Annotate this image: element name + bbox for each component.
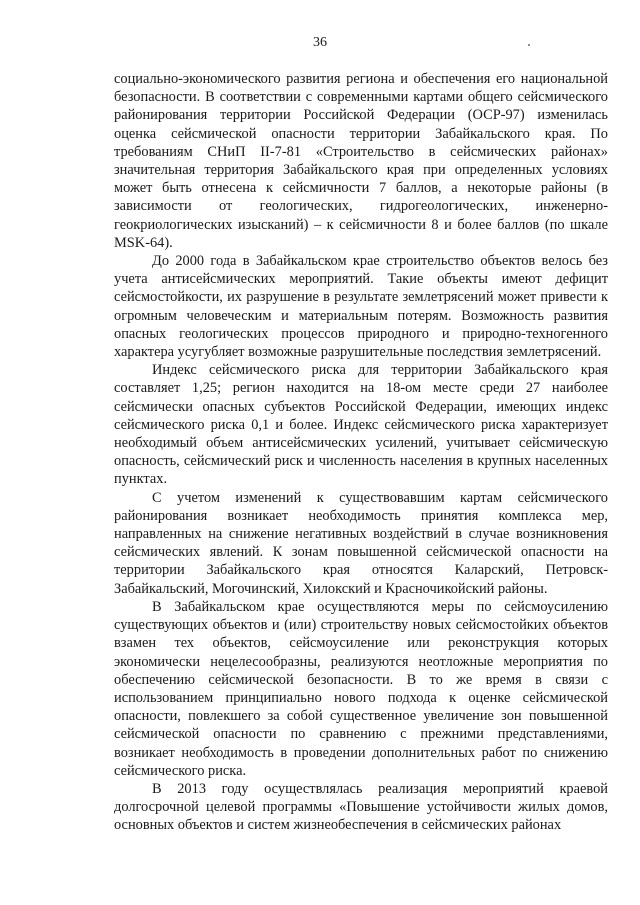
paragraph-program-2013: В 2013 году осуществлялась реализация мероприятий краевой долгосрочной целевой программы «Повышение устойчивости жилых домов, основных объектов и систем жизнеобеспечения в сейсмических районах bbox=[114, 780, 608, 834]
scan-speck bbox=[528, 44, 530, 46]
page-number: 36 bbox=[313, 35, 327, 50]
paragraph-seismic-zoning-changes: С учетом изменений к существовавшим картам сейсмического районирования возникает необходимость принятия комплекса мер, направленных на снижение негативных воздействий в случае возникновения сейсмических явлений. К зонам повышенной сейсмической опасности на территории Забайкальского края относятся Каларский, Петровск-Забайкальский, Могочинский, Хилокский и Красночикойский районы. bbox=[114, 489, 608, 597]
paragraph-construction-before-2000: До 2000 года в Забайкальском крае строительство объектов велось без учета антисейсмических мероприятий. Такие объекты имеют дефицит сейсмостойкости, их разрушение в результате землетрясений может привести к огромным человеческим и материальным потерям. Возможность развития опасных геологических процессов природного и природно-техногенного характера усугубляет возможные разрушительные последствия землетрясений. bbox=[114, 253, 608, 361]
document-body bbox=[114, 70, 608, 835]
paragraph-seismic-strengthening: В Забайкальском крае осуществляются меры по сейсмоусилению существующих объектов и (или) строительству новых сейсмостойких объектов взамен тех объектов, сейсмоусиление или реконструкция которых экономически нецелесообразны, реализуются неотложные мероприятия по обеспечению сейсмической безопасности. В то же время в связи с использованием принципиально нового подхода к оценке сейсмической опасности, повлекшего за собой существенное увеличение зон повышенной сейсмической опасности по сравнению с прежними представлениями, возникает необходимость в проведении дополнительных работ по снижению сейсмического риска. bbox=[114, 598, 608, 779]
paragraph-seismic-risk-index: Индекс сейсмического риска для территории Забайкальского края составляет 1,25; регион находится на 18-ом месте среди 27 наиболее сейсмически опасных субъектов Российской Федерации, имеющих индекс сейсмического риска 0,1 и более. Индекс сейсмического риска характеризует необходимый объем антисейсмических усилений, учитывает сейсмическую опасность, сейсмический риск и численность населения в крупных населенных пунктах. bbox=[114, 362, 608, 488]
paragraph-continuation: социально-экономического развития региона и обеспечения его национальной безопасности. В соответствии с современными картами общего сейсмического районирования территории Российской Федерации (ОСР-97) изменилась оценка сейсмической опасности территории Забайкальского края. По требованиям СНиП II-7-81 «Строительство в сейсмических районах» значительная территория Забайкальского края при определенных условиях может быть отнесена к сейсмичности 7 баллов, а некоторые районы (в зависимости от геологических, гидрогеологических, инженерно-геокриологических изысканий) – к сейсмичности 8 и более баллов (по шкале MSK-64). bbox=[114, 71, 608, 251]
